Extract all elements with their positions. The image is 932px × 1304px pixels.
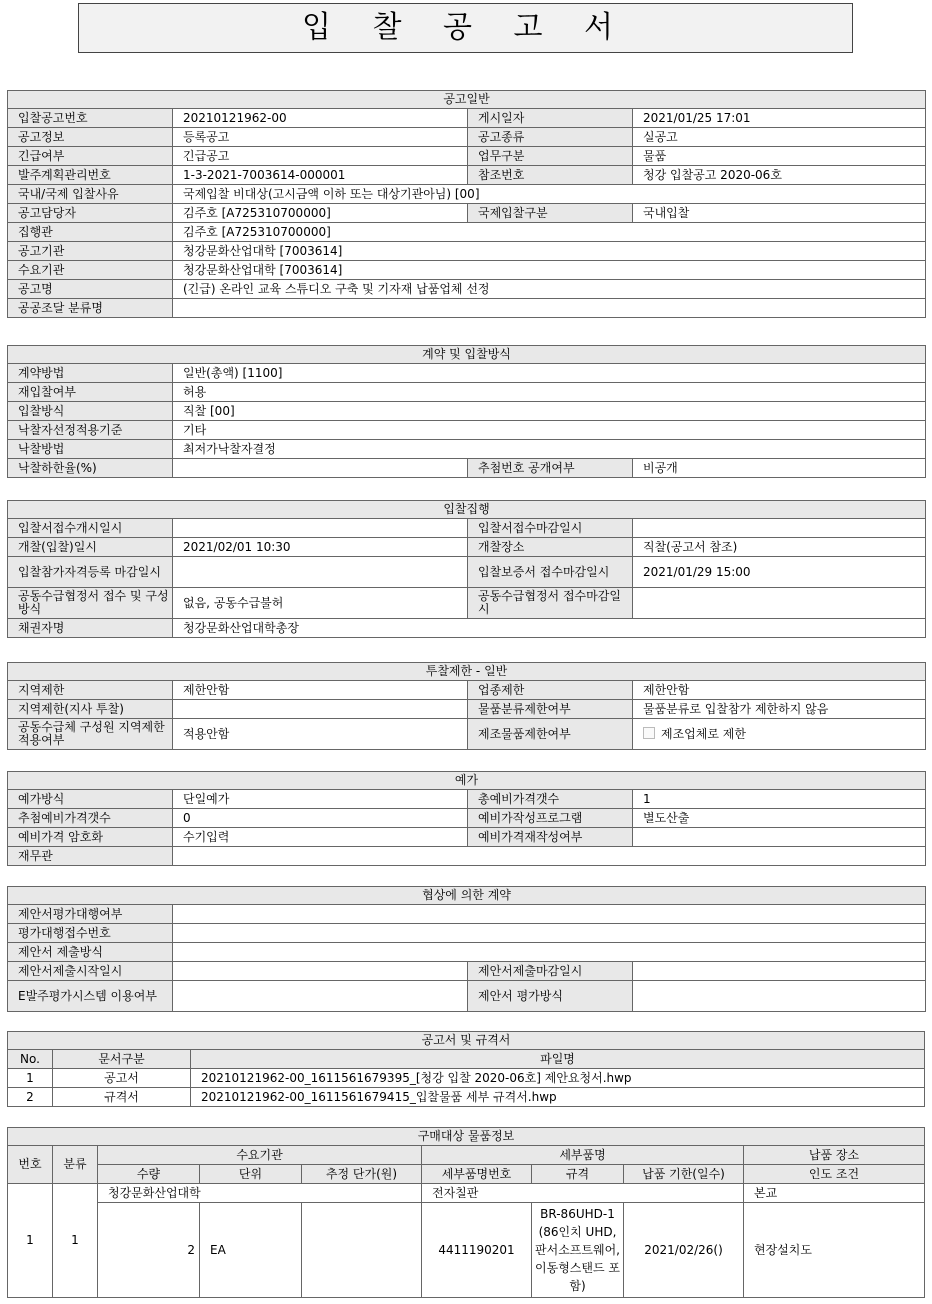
table-row [8,242,926,261]
table-row [8,459,926,478]
field-value: 긴급공고 [173,147,468,166]
field-label: 공고명 [8,280,173,299]
section-header: 계약 및 입찰방식 [8,346,926,364]
table-row [8,402,926,421]
table-row [8,383,926,402]
field-label: 낙찰방법 [8,440,173,459]
col-header-place: 납품 장소 [744,1146,925,1165]
item-due: 2021/02/26() [624,1203,744,1298]
field-value: 2021/02/01 10:30 [173,538,468,557]
field-label: 공동수급협정서 접수 및 구성방식 [8,588,173,619]
field-label: 제안서 제출방식 [8,943,173,962]
field-label: 공공조달 분류명 [8,299,173,318]
item-place: 본교 [744,1184,925,1203]
field-value [173,905,926,924]
field-label: 낙찰하한율(%) [8,459,173,478]
table-row [8,280,926,299]
field-value [173,557,468,588]
table-row [8,809,926,828]
section-general [7,90,926,318]
field-value [173,962,468,981]
field-label: 제조물품제한여부 [468,719,633,750]
section-bid-execution [7,500,926,638]
section-bid-restriction [7,662,926,750]
table-row [8,223,926,242]
item-condition: 현장설치도 [744,1203,925,1298]
field-label: 입찰방식 [8,402,173,421]
field-label: 긴급여부 [8,147,173,166]
table-row [8,588,926,619]
field-label: 예비가작성프로그램 [468,809,633,828]
field-value: 0 [173,809,468,828]
col-header-unit: 단위 [200,1165,302,1184]
field-label: 공고정보 [8,128,173,147]
field-label: 지역제한 [8,681,173,700]
doc-file-link[interactable]: 20210121962-00_1611561679415_입찰물품 세부 규격서.hwp [191,1088,925,1107]
field-value: 물품 [633,147,926,166]
field-value: 비공개 [633,459,926,478]
col-header-due: 납품 기한(일수) [624,1165,744,1184]
field-label: 개찰(입찰)일시 [8,538,173,557]
table-row [8,1203,925,1298]
field-value: 김주호 [A725310700000] [173,223,926,242]
section-header: 투찰제한 - 일반 [8,663,926,681]
table-row [8,440,926,459]
table-row [8,166,926,185]
col-header-spec: 규격 [532,1165,624,1184]
doc-file-link[interactable]: 20210121962-00_1611561679395_[청강 입찰 2020-06호] 제안요청서.hwp [191,1069,925,1088]
table-row [8,421,926,440]
field-value: 최저가낙찰자결정 [173,440,926,459]
item-detail-name: 전자칠판 [422,1184,744,1203]
table-row [8,962,926,981]
table-row [8,1069,925,1088]
table-row [8,905,926,924]
section-header: 입찰집행 [8,501,926,519]
item-category: 1 [53,1184,98,1298]
item-price [302,1203,422,1298]
table-row [8,681,926,700]
field-label: 공고기관 [8,242,173,261]
section-estimated-price [7,771,926,866]
field-label: 추첨예비가격갯수 [8,809,173,828]
table-row [8,109,926,128]
field-value: 청강문화산업대학 [7003614] [173,261,926,280]
page-title: 입 찰 공 고 서 [78,3,853,53]
item-no: 1 [8,1184,53,1298]
col-header-category: 분류 [53,1146,98,1184]
field-label: 입찰참가자격등록 마감일시 [8,557,173,588]
table-row [8,128,926,147]
table-row [8,185,926,204]
field-label: 공고종류 [468,128,633,147]
doc-type: 규격서 [53,1088,191,1107]
item-qty: 2 [98,1203,200,1298]
field-label: 총예비가격갯수 [468,790,633,809]
field-label: 재무관 [8,847,173,866]
field-label: 제안서제출마감일시 [468,962,633,981]
table-row [8,1184,925,1203]
item-spec: BR-86UHD-1 (86인치 UHD, 판서소프트웨어, 이동형스탠드 포함) [532,1203,624,1298]
table-row [8,557,926,588]
field-value: 국내입찰 [633,204,926,223]
checkbox-label: 제조업체로 제한 [661,727,746,741]
field-value [633,962,926,981]
table-row [8,204,926,223]
field-label: 공동수급협정서 접수마감일시 [468,588,633,619]
field-value [633,719,926,750]
item-unit: EA [200,1203,302,1298]
field-label: 입찰서접수개시일시 [8,519,173,538]
field-value [173,981,468,1012]
field-label: 지역제한(지사 투찰) [8,700,173,719]
field-value [633,519,926,538]
field-value: 허용 [173,383,926,402]
field-value: 제한안함 [633,681,926,700]
section-header: 구매대상 물품정보 [8,1128,925,1146]
item-agency: 청강문화산업대학 [98,1184,422,1203]
field-value: 1 [633,790,926,809]
field-value: 청강 입찰공고 2020-06호 [633,166,926,185]
table-row [8,790,926,809]
table-row [8,847,926,866]
field-value [173,943,926,962]
section-negotiation [7,886,926,1012]
field-label: 참조번호 [468,166,633,185]
field-value: 단일예가 [173,790,468,809]
field-label: 평가대행접수번호 [8,924,173,943]
table-row [8,619,926,638]
field-label: 추첨번호 공개여부 [468,459,633,478]
field-label: 업무구분 [468,147,633,166]
table-row [8,719,926,750]
field-value: 실공고 [633,128,926,147]
field-value [173,519,468,538]
col-header-code: 세부품명번호 [422,1165,532,1184]
field-value: 등록공고 [173,128,468,147]
section-documents [7,1031,925,1107]
col-header-condition: 인도 조건 [744,1165,925,1184]
table-row [8,828,926,847]
item-code: 4411190201 [422,1203,532,1298]
field-value: 적용안함 [173,719,468,750]
field-value [173,459,468,478]
field-value: 직찰(공고서 참조) [633,538,926,557]
section-contract-method [7,345,926,478]
field-label: 예가방식 [8,790,173,809]
section-header: 공고일반 [8,91,926,109]
table-row [8,700,926,719]
field-label: 제안서평가대행여부 [8,905,173,924]
table-row [8,299,926,318]
field-value: 1-3-2021-7003614-000001 [173,166,468,185]
field-label: 낙찰자선정적용기준 [8,421,173,440]
col-header-no: 번호 [8,1146,53,1184]
field-label: 물품분류제한여부 [468,700,633,719]
field-value: 제한안함 [173,681,468,700]
field-value: 없음, 공동수급불허 [173,588,468,619]
field-value [633,588,926,619]
col-header: 파일명 [191,1050,925,1069]
field-label: 재입찰여부 [8,383,173,402]
field-label: 집행관 [8,223,173,242]
col-header: 문서구분 [53,1050,191,1069]
field-value [633,828,926,847]
field-label: 게시일자 [468,109,633,128]
table-row [8,538,926,557]
field-value [173,924,926,943]
field-label: 수요기관 [8,261,173,280]
section-header: 협상에 의한 계약 [8,887,926,905]
table-row [8,1088,925,1107]
table-row [8,364,926,383]
col-header-agency: 수요기관 [98,1146,422,1165]
field-label: 입찰공고번호 [8,109,173,128]
field-value: 기타 [173,421,926,440]
field-value [173,847,926,866]
doc-no: 2 [8,1088,53,1107]
field-value: 청강문화산업대학 [7003614] [173,242,926,261]
field-value: 별도산출 [633,809,926,828]
field-label: 개찰장소 [468,538,633,557]
field-label: 예비가격재작성여부 [468,828,633,847]
field-label: 제안서 평가방식 [468,981,633,1012]
field-label: 입찰서접수마감일시 [468,519,633,538]
field-value: 직찰 [00] [173,402,926,421]
col-header-detail: 세부품명 [422,1146,744,1165]
table-row [8,981,926,1012]
field-value: 김주호 [A725310700000] [173,204,468,223]
col-header-price: 추정 단가(원) [302,1165,422,1184]
field-label: 국제입찰구분 [468,204,633,223]
section-header: 공고서 및 규격서 [8,1032,925,1050]
field-label: 채권자명 [8,619,173,638]
field-label: 계약방법 [8,364,173,383]
col-header-qty: 수량 [98,1165,200,1184]
table-row [8,147,926,166]
field-value [173,700,468,719]
field-value: 국제입찰 비대상(고시금액 이하 또는 대상기관아님) [00] [173,185,926,204]
field-value: (긴급) 온라인 교육 스튜디오 구축 및 기자재 납품업체 선정 [173,280,926,299]
field-value: 2021/01/25 17:01 [633,109,926,128]
field-value: 일반(총액) [1100] [173,364,926,383]
field-label: 공동수급체 구성원 지역제한 적용여부 [8,719,173,750]
field-label: 발주계획관리번호 [8,166,173,185]
col-header: No. [8,1050,53,1069]
field-value: 2021/01/29 15:00 [633,557,926,588]
table-row [8,519,926,538]
field-value: 20210121962-00 [173,109,468,128]
field-label: E발주평가시스템 이용여부 [8,981,173,1012]
field-value [173,299,926,318]
field-label: 예비가격 암호화 [8,828,173,847]
field-label: 공고담당자 [8,204,173,223]
doc-no: 1 [8,1069,53,1088]
field-value: 물품분류로 입찰참가 제한하지 않음 [633,700,926,719]
field-label: 제안서제출시작일시 [8,962,173,981]
field-value: 수기입력 [173,828,468,847]
table-row [8,261,926,280]
doc-type: 공고서 [53,1069,191,1088]
field-label: 국내/국제 입찰사유 [8,185,173,204]
field-value: 청강문화산업대학총장 [173,619,926,638]
field-label: 업종제한 [468,681,633,700]
section-items [7,1127,925,1298]
section-header: 예가 [8,772,926,790]
table-row [8,924,926,943]
field-value [633,981,926,1012]
checkbox-icon[interactable] [643,727,655,739]
table-row [8,943,926,962]
field-label: 입찰보증서 접수마감일시 [468,557,633,588]
